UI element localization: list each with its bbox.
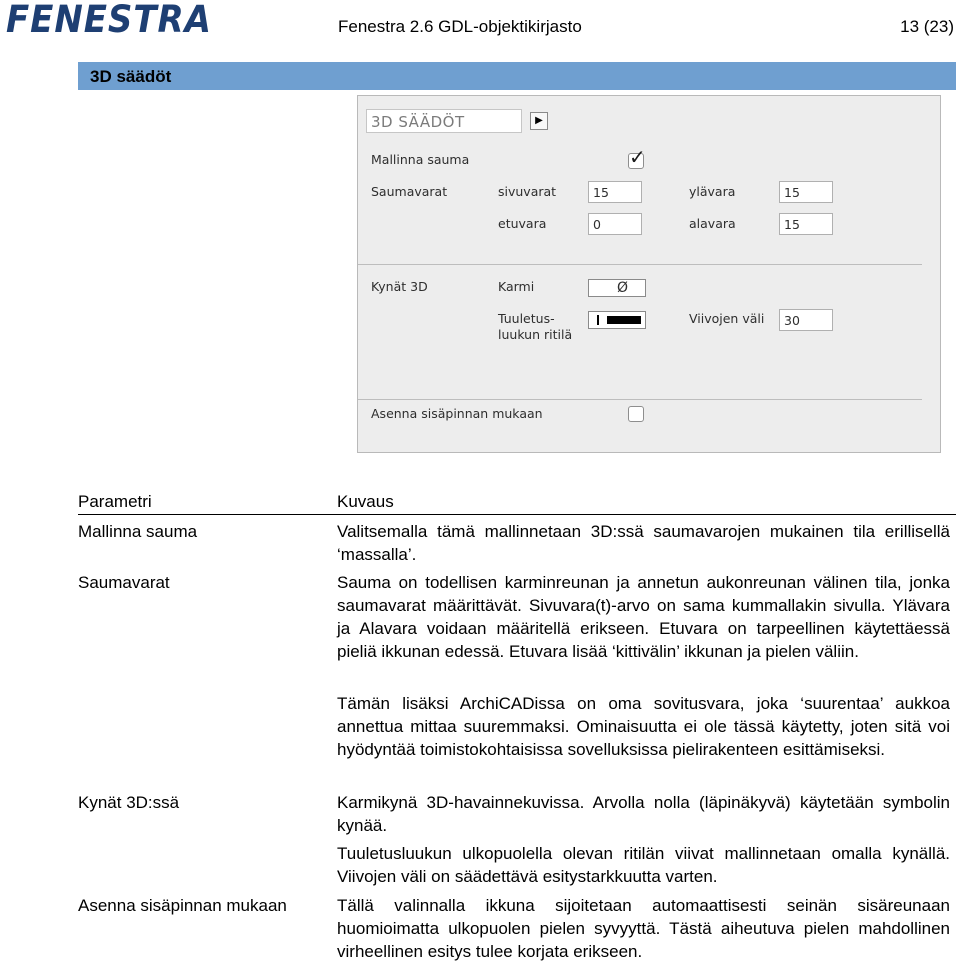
grille-label-line1: Tuuletus- xyxy=(498,311,555,326)
param-name: Kynät 3D:ssä xyxy=(78,793,180,812)
section-title: 3D säädöt xyxy=(90,67,172,86)
line-spacing-field[interactable]: 30 xyxy=(779,309,833,331)
column-header-description: Kuvaus xyxy=(337,492,394,511)
param-name: Asenna sisäpinnan mukaan xyxy=(78,896,287,915)
fenestra-logo: FENESTRA xyxy=(6,0,212,41)
top-allowance-field[interactable]: 15 xyxy=(779,181,833,203)
grille-pen-selector[interactable] xyxy=(588,311,646,329)
pens-3d-label: Kynät 3D xyxy=(371,279,428,294)
panel-divider xyxy=(358,264,922,265)
settings-panel xyxy=(357,95,941,453)
front-allowance-label: etuvara xyxy=(498,216,547,231)
inner-align-checkbox[interactable] xyxy=(628,406,644,422)
frame-pen-label: Karmi xyxy=(498,279,535,294)
grille-label-line2: luukun ritilä xyxy=(498,327,573,342)
empty-pen-icon: Ø xyxy=(617,280,629,296)
column-header-parameter: Parametri xyxy=(78,492,152,511)
page-number: 13 (23) xyxy=(900,17,954,36)
model-joint-checkbox[interactable] xyxy=(628,145,646,169)
section-header-bar xyxy=(78,62,956,90)
pen-color-swatch xyxy=(607,316,641,324)
document-title: Fenestra 2.6 GDL-objektikirjasto xyxy=(338,17,582,36)
inner-align-label: Asenna sisäpinnan mukaan xyxy=(371,406,543,421)
param-description: Tällä valinnalla ikkuna sijoitetaan automaattisesti seinän sisäreunaan huomioimatta ulkopuolen pielen syvyyttä. Tästä aiheutuva pielen mahdollinen virheellinen esitys tulee korjata erikseen. xyxy=(337,896,950,962)
param-description: Karmikynä 3D-havainnekuvissa. Arvolla nolla (läpinäkyvä) käytetään symbolin kynää. xyxy=(337,793,950,836)
param-description: Tuuletusluukun ulkopuolella olevan ritilän viivat mallinnetaan omalla kynällä. Viivojen väli on säädettävä esitystarkkuutta varten. xyxy=(337,844,950,887)
side-allowance-label: sivuvarat xyxy=(498,184,557,199)
triangle-right-icon: ▶ xyxy=(535,115,543,126)
line-spacing-label: Viivojen väli xyxy=(689,311,765,326)
frame-pen-selector[interactable] xyxy=(588,279,646,297)
checkmark-icon: ✓ xyxy=(629,145,646,169)
front-allowance-field[interactable]: 0 xyxy=(588,213,642,235)
bottom-allowance-field[interactable]: 15 xyxy=(779,213,833,235)
param-description: Sauma on todellisen karminreunan ja annetun aukonreunan välinen tila, jonka saumavarat määrittävät. Sivuvara(t)-arvo on sama kummallakin sivulla. Ylävara ja Alavara voidaan määritellä erikseen. Etuvara on tarpeellinen käytettäessä pieliä ikkunan edessä. Etuvara lisää ‘kittivälin’ ikkunan ja pielen väliin. xyxy=(337,573,950,662)
panel-selector-combo[interactable]: 3D SÄÄDÖT xyxy=(366,109,522,133)
table-header-rule xyxy=(78,514,956,515)
param-description: Tämän lisäksi ArchiCADissa on oma sovitusvara, joka ‘suurentaa’ aukkoa annettua mittaa suuremmaksi. Ominaisuutta ei ole tässä käytetty, joten sitä voi hyödyntää toimistokohtaisissa sovelluksissa pielirakenteen esittämiseksi. xyxy=(337,694,950,760)
top-allowance-label: ylävara xyxy=(689,184,736,199)
panel-next-arrow-button[interactable] xyxy=(530,112,548,130)
bottom-allowance-label: alavara xyxy=(689,216,736,231)
panel-divider xyxy=(358,399,922,400)
param-name: Saumavarat xyxy=(78,573,170,592)
param-description: Valitsemalla tämä mallinnetaan 3D:ssä saumavarojen mukainen tila erillisellä ‘massalla’. xyxy=(337,522,950,565)
pen-bar-icon xyxy=(597,315,599,325)
joint-allowances-label: Saumavarat xyxy=(371,184,448,199)
model-joint-label: Mallinna sauma xyxy=(371,152,470,167)
side-allowance-field[interactable]: 15 xyxy=(588,181,642,203)
param-name: Mallinna sauma xyxy=(78,522,198,541)
